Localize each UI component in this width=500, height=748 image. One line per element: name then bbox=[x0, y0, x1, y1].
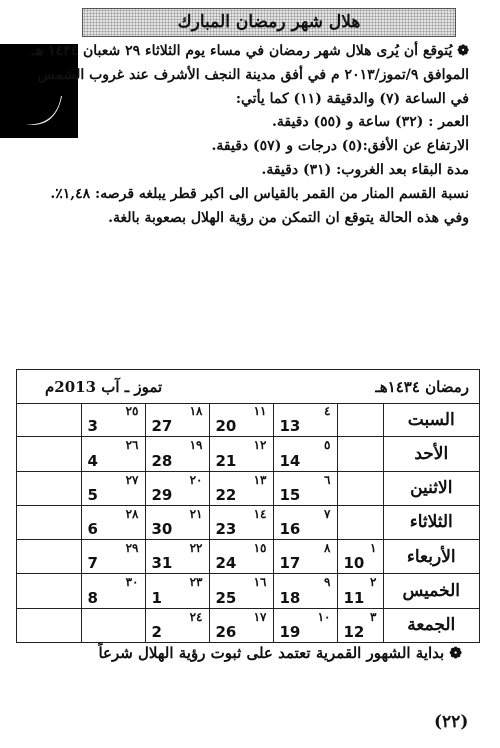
hijri-day: ١٤ bbox=[253, 506, 267, 521]
day-name: الجمعة bbox=[383, 608, 479, 642]
calendar-row bbox=[17, 471, 479, 505]
hijri-day: ١١ bbox=[253, 404, 267, 418]
calendar-cell bbox=[81, 505, 145, 539]
hijri-day: ٣٠ bbox=[125, 575, 139, 590]
calendar-cell bbox=[17, 540, 81, 574]
day-name: الخميس bbox=[383, 574, 479, 608]
calendar-cell bbox=[337, 574, 383, 608]
announcement-text bbox=[31, 40, 469, 230]
hijri-day: ١ bbox=[370, 541, 377, 556]
gregorian-day: 10 bbox=[343, 554, 365, 573]
day-name: السبت bbox=[383, 403, 479, 437]
calendar-row bbox=[17, 540, 479, 574]
footnote: ❁ بداية الشهور القمرية تعتمد على ثبوت رؤية الهلال شرعاً bbox=[98, 644, 462, 662]
hijri-day: ٢٣ bbox=[189, 575, 203, 590]
calendar-cell bbox=[17, 505, 81, 539]
gregorian-month-label: تموز ـ آب 2013م bbox=[45, 378, 163, 396]
hijri-day: ١٠ bbox=[317, 609, 331, 624]
paragraph-line: نسبة القسم المنار من القمر بالقياس الى اكبر قطر يبلغه قرصه: ١,٤٨٪. bbox=[50, 185, 469, 202]
calendar-cell bbox=[273, 574, 337, 608]
hijri-day: ٢٧ bbox=[125, 472, 139, 487]
gregorian-day: 30 bbox=[151, 520, 173, 539]
gregorian-day: 11 bbox=[343, 588, 365, 607]
calendar-cell bbox=[273, 505, 337, 539]
hijri-day: ٥ bbox=[324, 438, 331, 453]
calendar-row bbox=[17, 437, 479, 471]
gregorian-day: 12 bbox=[343, 623, 365, 641]
calendar-cell bbox=[209, 574, 273, 608]
calendar-cell bbox=[17, 471, 81, 505]
calendar-cell bbox=[81, 574, 145, 608]
calendar-cell bbox=[17, 437, 81, 471]
gregorian-day: 22 bbox=[215, 485, 237, 504]
hijri-day: ٣ bbox=[370, 609, 377, 624]
calendar-cell bbox=[209, 471, 273, 505]
gregorian-day: 27 bbox=[151, 417, 173, 436]
calendar-cell bbox=[337, 471, 383, 505]
gregorian-day: 17 bbox=[279, 554, 301, 573]
hijri-day: ٢٩ bbox=[125, 541, 139, 556]
gregorian-day: 6 bbox=[87, 520, 98, 539]
paragraph-line: وفي هذه الحالة يتوقع ان التمكن من رؤية الهلال بصعوبة بالغة. bbox=[108, 209, 469, 226]
gregorian-day: 25 bbox=[215, 588, 237, 607]
day-name: الأحد bbox=[383, 437, 479, 471]
gregorian-day: 20 bbox=[215, 417, 237, 436]
calendar-header bbox=[17, 370, 479, 404]
gregorian-day: 8 bbox=[87, 588, 98, 607]
paragraph-line: مدة البقاء بعد الغروب: (٣١) دقيقة. bbox=[261, 161, 469, 178]
calendar-cell bbox=[337, 608, 383, 642]
month-calendar bbox=[16, 369, 480, 643]
calendar-cell bbox=[145, 608, 209, 642]
hijri-day: ٢٤ bbox=[189, 609, 203, 624]
calendar-cell bbox=[81, 437, 145, 471]
paragraph-line: ❁ يُتوقع أن يُرى هلال شهر رمضان في مساء يوم الثلاثاء ٢٩ شعبان ١٤٣٤ هـ bbox=[31, 43, 469, 59]
gregorian-day: 14 bbox=[279, 451, 301, 470]
page-title: هلال شهر رمضان المبارك bbox=[177, 12, 361, 32]
hijri-day: ٤ bbox=[324, 404, 331, 418]
hijri-day: ٢١ bbox=[189, 506, 203, 521]
calendar-cell bbox=[81, 471, 145, 505]
gregorian-day: 28 bbox=[151, 451, 173, 470]
gregorian-day: 16 bbox=[279, 520, 301, 539]
hijri-day: ٨ bbox=[324, 541, 331, 556]
title-banner bbox=[82, 8, 456, 37]
gregorian-day: 4 bbox=[87, 451, 98, 470]
calendar-cell bbox=[81, 540, 145, 574]
calendar-cell bbox=[209, 540, 273, 574]
paragraph-line: في الساعة (٧) والدقيقة (١١) كما يأتي: bbox=[235, 90, 469, 107]
hijri-day: ٧ bbox=[324, 506, 331, 521]
page-number: (٢٢) bbox=[434, 712, 469, 732]
gregorian-day: 18 bbox=[279, 588, 301, 607]
calendar-cell bbox=[145, 403, 209, 437]
calendar-row bbox=[17, 505, 479, 539]
calendar-cell bbox=[209, 403, 273, 437]
gregorian-day: 1 bbox=[151, 588, 162, 607]
calendar-cell bbox=[17, 403, 81, 437]
paragraph-line: الموافق ٩/تموز/٢٠١٣ م في أفق مدينة النجف الأشرف عند غروب الشمس bbox=[37, 66, 469, 83]
day-name: الثلاثاء bbox=[383, 505, 479, 539]
calendar-cell bbox=[209, 437, 273, 471]
hijri-day: ٢ bbox=[370, 575, 377, 590]
hijri-day: ٢٢ bbox=[189, 541, 203, 556]
paragraph-line: العمر : (٣٢) ساعة و (٥٥) دقيقة. bbox=[272, 114, 469, 131]
hijri-day: ٢٠ bbox=[189, 472, 203, 487]
hijri-day: ٩ bbox=[324, 575, 331, 590]
hijri-day: ٢٥ bbox=[125, 404, 139, 418]
calendar-row bbox=[17, 574, 479, 608]
gregorian-day: 19 bbox=[279, 623, 301, 641]
gregorian-day: 5 bbox=[87, 485, 98, 504]
gregorian-day: 15 bbox=[279, 485, 301, 504]
day-name: الأربعاء bbox=[383, 540, 479, 574]
gregorian-day: 31 bbox=[151, 554, 173, 573]
calendar-cell bbox=[145, 574, 209, 608]
hijri-month-label: رمضان ١٤٣٤هـ bbox=[375, 378, 469, 396]
gregorian-day: 7 bbox=[87, 554, 98, 573]
calendar-row bbox=[17, 608, 479, 642]
hijri-day: ١٢ bbox=[253, 438, 267, 453]
hijri-day: ١٧ bbox=[253, 609, 267, 624]
hijri-day: ١٣ bbox=[253, 472, 267, 487]
gregorian-day: 23 bbox=[215, 520, 237, 539]
gregorian-day: 3 bbox=[87, 417, 98, 436]
calendar-cell bbox=[209, 608, 273, 642]
gregorian-day: 13 bbox=[279, 417, 301, 436]
calendar-cell bbox=[337, 437, 383, 471]
calendar-cell bbox=[81, 403, 145, 437]
calendar-cell bbox=[273, 437, 337, 471]
hijri-day: ٢٨ bbox=[125, 506, 139, 521]
calendar-cell bbox=[145, 505, 209, 539]
calendar-cell bbox=[145, 540, 209, 574]
hijri-day: ١٥ bbox=[253, 541, 267, 556]
hijri-day: ١٦ bbox=[253, 575, 267, 590]
calendar-cell bbox=[145, 437, 209, 471]
calendar-cell bbox=[209, 505, 273, 539]
gregorian-day: 26 bbox=[215, 623, 237, 641]
hijri-day: ١٩ bbox=[189, 438, 203, 453]
calendar-cell bbox=[337, 505, 383, 539]
gregorian-day: 2 bbox=[151, 623, 162, 641]
calendar-cell bbox=[17, 574, 81, 608]
calendar-cell bbox=[337, 540, 383, 574]
calendar-cell bbox=[273, 471, 337, 505]
calendar-row bbox=[17, 403, 479, 437]
calendar-cell bbox=[273, 608, 337, 642]
calendar-cell bbox=[81, 608, 145, 642]
calendar-cell bbox=[273, 540, 337, 574]
hijri-day: ٢٦ bbox=[125, 438, 139, 453]
calendar-cell bbox=[145, 471, 209, 505]
gregorian-day: 29 bbox=[151, 485, 173, 504]
gregorian-day: 21 bbox=[215, 451, 237, 470]
day-name: الاثنين bbox=[383, 471, 479, 505]
calendar-grid bbox=[17, 403, 479, 642]
gregorian-day: 24 bbox=[215, 554, 237, 573]
hijri-day: ١٨ bbox=[189, 404, 203, 418]
calendar-cell bbox=[17, 608, 81, 642]
hijri-day: ٦ bbox=[324, 472, 331, 487]
calendar-cell bbox=[337, 403, 383, 437]
paragraph-line: الارتفاع عن الأفق:(٥) درجات و (٥٧) دقيقة. bbox=[211, 138, 469, 155]
calendar-cell bbox=[273, 403, 337, 437]
